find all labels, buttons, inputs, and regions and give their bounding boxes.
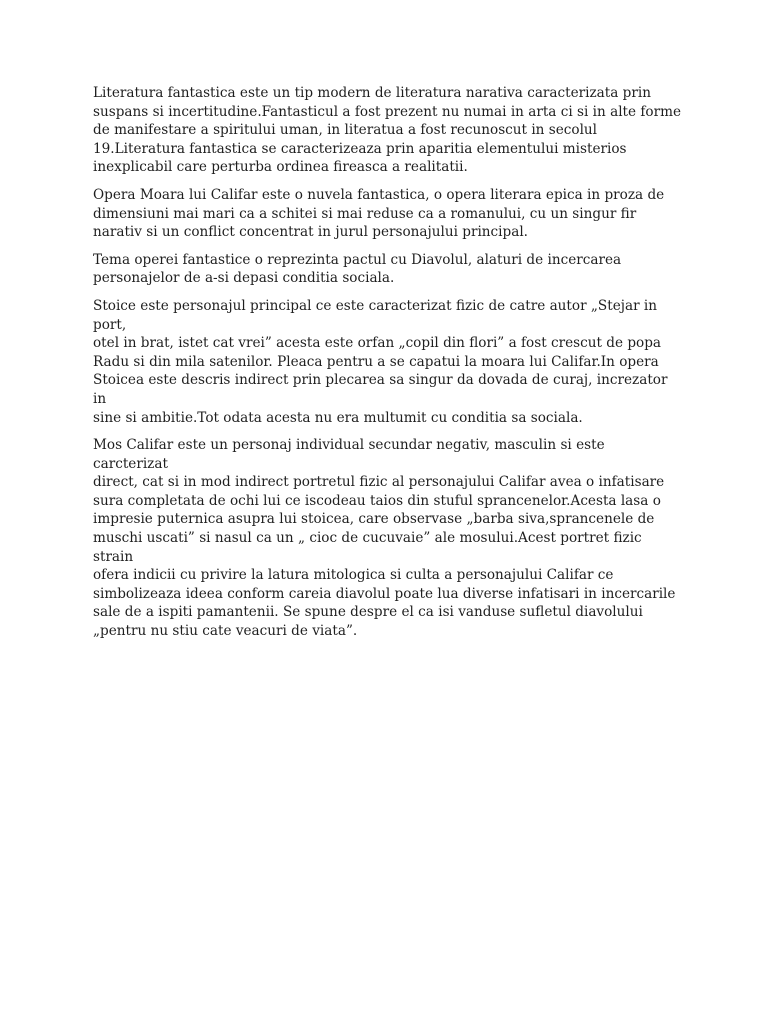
paragraph-califar: Mos Califar este un personaj individual secundar negativ, masculin si este carcterizat direct, cat si in mod indirect portretul fizic al personajului Califar avea o infatisare sura completata de ochi lui ce iscodeau taios din stuful sprancenelor.Acesta lasa o impresie puternica asupra lui stoicea, care observase „barba siva,sprancenele de muschi uscati” si nasul ca un „ cioc de cucuvaie” ale mosului.Acest portret fizic strain ofera indicii cu privire la latura mitologica si culta a personajului Califar ce simbolizeaza ideea conform careia diavolul poate lua diverse infatisari in incercarile sale de a ispiti pamantenii. Se spune despre el ca isi vanduse sufletul diavolului „pentru nu stiu cate veacuri de viata”. [93, 437, 676, 640]
paragraph-tema: Tema operei fantastice o reprezinta pactul cu Diavolul, alaturi de incercarea personajelor de a-si depasi conditia sociala. [93, 251, 622, 287]
paragraph-opera: Opera Moara lui Califar este o nuvela fantastica, o opera literara epica in proza de dimensiuni mai mari ca a schitei si mai reduse ca a romanului, cu un singur fir narativ si un conflict concentrat in jurul personajului principal. [93, 186, 665, 241]
document-body [93, 84, 683, 650]
paragraph-stoicea: Stoice este personajul principal ce este caracterizat fizic de catre autor „Stejar in port, otel in brat, istet cat vrei” acesta este orfan „copil din flori” a fost crescut de popa Radu si din mila satenilor. Pleaca pentru a se capatui la moara lui Califar.In opera Stoicea este descris indirect prin plecarea sa singur da dovada de curaj, increzator in sine si ambitie.Tot odata acesta nu era multumit cu conditia sa sociala. [93, 297, 668, 426]
paragraph-intro: Literatura fantastica este un tip modern de literatura narativa caracterizata prin suspans si incertitudine.Fantasticul a fost prezent nu numai in arta ci si in alte forme de manifestare a spiritului uman, in literatua a fost recunoscut in secolul 19.Literatura fantastica se caracterizeaza prin aparitia elementului misterios inexplicabil care perturba ordinea fireasca a realitatii. [93, 85, 682, 176]
